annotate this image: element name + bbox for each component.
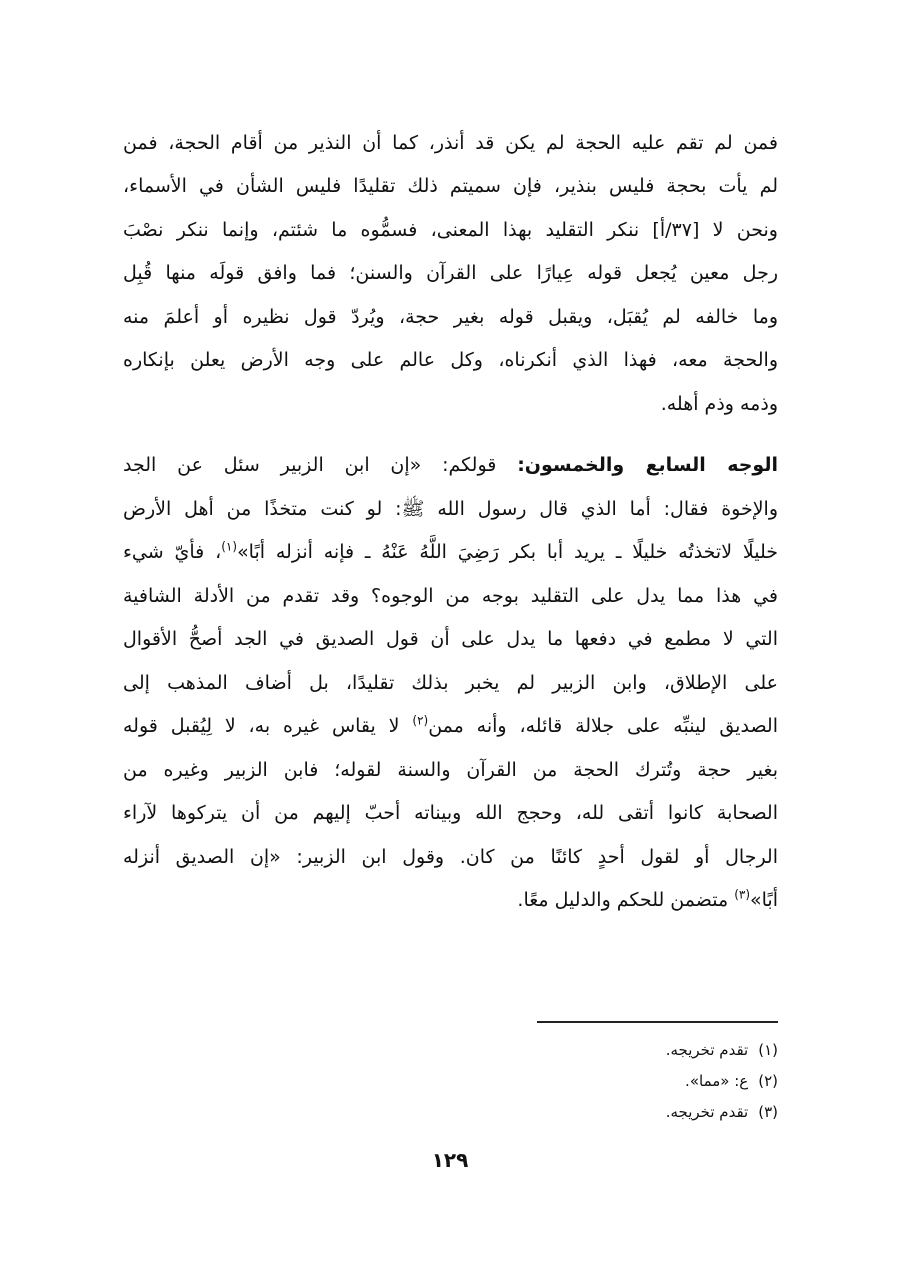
- text-segment: قولكم: «إن ابن الزبير سئل عن الجد: [123, 454, 497, 476]
- text-line: [123, 711, 778, 741]
- text-line: على الإطلاق، وابن الزبير لم يخبر بذلك تقليدًا، بل أضاف المذهب إلى: [123, 672, 778, 694]
- text-segment: لا يقاس غيره به، لا لِيُقبل قوله: [123, 715, 413, 737]
- text-line: في هذا مما يدل على التقليد بوجه من الوجوه؟ وقد تقدم من الأدلة الشافية: [123, 585, 778, 607]
- text-line: الرجال أو لقول أحدٍ كائنًا من كان. وقول ابن الزبير: «إن الصديق أنزله: [123, 846, 778, 868]
- text-line: رجل معين يُجعل قوله عِيارًا على القرآن والسنن؛ فما وافق قولَه منها قُبِل: [123, 262, 778, 284]
- text-line: [123, 885, 778, 915]
- footnote-number: (٢): [758, 1072, 778, 1090]
- footnote-text: ع: «مما».: [685, 1072, 749, 1090]
- text-line: بغير حجة وتُترك الحجة من القرآن والسنة لقوله؛ فابن الزبير وغيره من: [123, 759, 778, 781]
- text-segment: أبًا»: [750, 889, 778, 911]
- text-segment: خليلًا لاتخذتُه خليلًا ـ يريد أبا بكر رَضِيَ اللَّهُ عَنْهُ ـ فإنه أنزله أبًا»: [237, 541, 778, 563]
- footnote-ref[interactable]: (٣): [734, 887, 751, 902]
- footnote: [666, 1101, 778, 1123]
- text-line: لم يأت بحجة فليس بنذير، فإن سميتم ذلك تقليدًا فليس الشأن في الأسماء،: [123, 175, 778, 197]
- footnote-ref[interactable]: (٢): [412, 713, 429, 728]
- text-line: وما خالفه لم يُقبَل، ويقبل قوله بغير حجة، ويُردّ قول نظيره أو أعلمَ منه: [123, 306, 778, 328]
- text-line: وذمه وذم أهله.: [660, 393, 778, 415]
- page-number: ١٢٩: [431, 1148, 469, 1172]
- text-segment: الصديق لينبِّه على جلالة قائله، وأنه ممن: [428, 715, 778, 737]
- footnote: [666, 1039, 778, 1061]
- footnote-ref[interactable]: (١): [221, 539, 238, 554]
- text-line: فمن لم تقم عليه الحجة لم يكن قد أنذر، كما أن النذير من أقام الحجة، فمن: [123, 132, 778, 154]
- footnote-number: (١): [758, 1041, 778, 1059]
- footnote-text: تقدم تخريجه.: [665, 1103, 749, 1121]
- text-segment: متضمن للحكم والدليل معًا.: [517, 889, 735, 911]
- text-line: الصحابة كانوا أتقى لله، وحجج الله وبيناته أحبّ إليهم من أن يتركوها لآراء: [123, 802, 778, 824]
- text-line: والإخوة فقال: أما الذي قال رسول الله ﷺ: لو كنت متخذًا من أهل الأرض: [123, 498, 778, 520]
- footnote: [685, 1070, 778, 1092]
- footnote-text: تقدم تخريجه.: [665, 1041, 749, 1059]
- footnote-number: (٣): [758, 1103, 778, 1121]
- footnote-divider: [537, 1021, 778, 1023]
- text-line: والحجة معه، فهذا الذي أنكرناه، وكل عالم على وجه الأرض يعلن بإنكاره: [123, 349, 778, 371]
- text-line: [123, 450, 778, 480]
- text-segment: ، فأيّ شيء: [123, 541, 222, 563]
- text-line: ونحن لا [٣٧/أ] ننكر التقليد بهذا المعنى، فسمُّوه ما شئتم، وإنما ننكر نصْبَ: [123, 219, 778, 241]
- text-line: [123, 537, 778, 567]
- text-line: التي لا مطمع في دفعها ما يدل على أن قول الصديق في الجد أصحُّ الأقوال: [123, 628, 778, 650]
- section-heading: الوجه السابع والخمسون:: [517, 454, 778, 476]
